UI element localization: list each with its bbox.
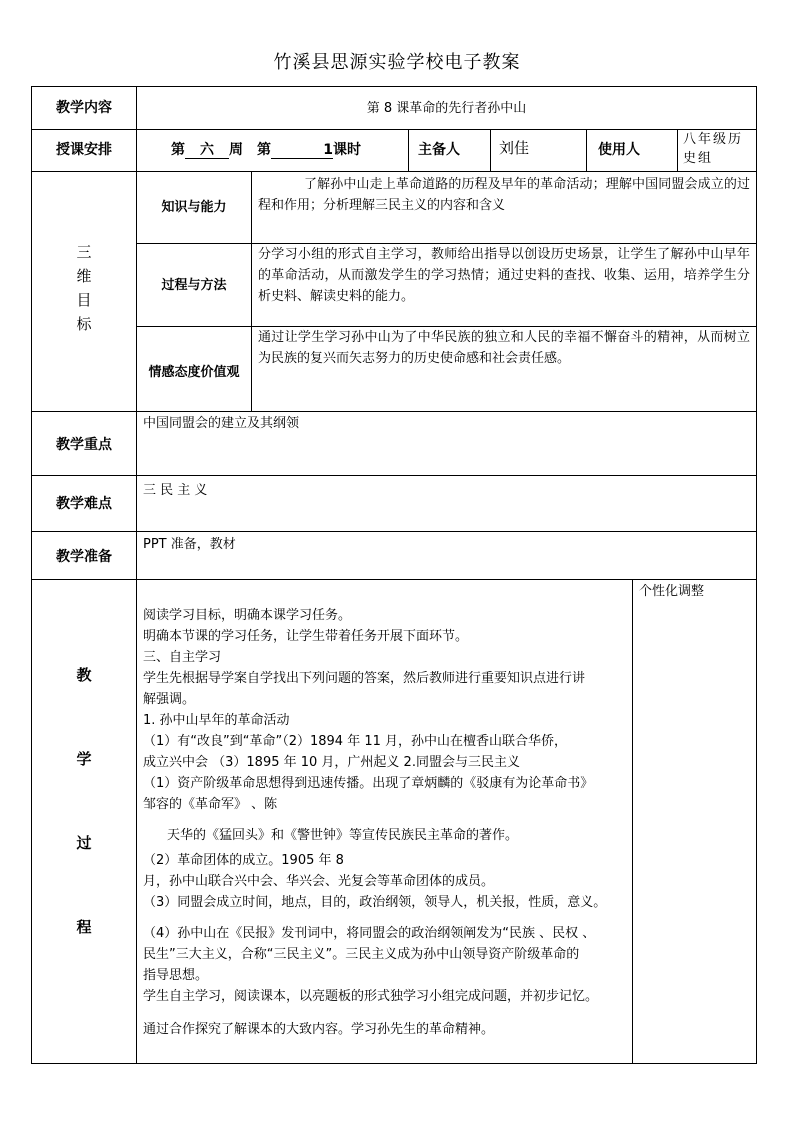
objective-attitude-label: 情感态度价值观: [148, 365, 240, 380]
week-value: 六: [185, 142, 229, 159]
process-line: 阅读学习目标，明确本课学习任务。: [143, 608, 352, 623]
process-label: [32, 665, 136, 938]
process-line: （2）革命团体的成立。1905 年 8: [143, 853, 344, 868]
process-line: 解强调。: [143, 692, 196, 707]
objective-process-text: 分学习小组的形式自主学习，教师给出指导以创设历史场景，让学生了解孙中山早年的革命活动，从而激发学生的学习热情；通过史料的查找、收集、运用，培养学生分析史料、解读史料的能力。: [258, 247, 750, 304]
prep-label: 教学准备: [56, 549, 112, 565]
process-line: 1. 孙中山早年的革命活动: [143, 713, 290, 728]
process-line: （1）有“改良”到“革命”（2）1894 年 11 月，孙中山在檀香山联合华侨，: [143, 734, 568, 749]
process-char-3: 过: [76, 834, 92, 852]
week-prefix: 第: [171, 142, 185, 158]
personal-adjust-label: 个性化调整: [639, 584, 705, 599]
prep-value: PPT 准备，教材: [143, 537, 236, 552]
period-value: 1: [271, 142, 333, 159]
schedule-cell: [137, 130, 408, 171]
difficulty-label: 教学难点: [56, 496, 112, 512]
objective-attitude-text: 通过让学生学习孙中山为了中华民族的独立和人民的幸福不懈奋斗的精神，从而树立为民族的复兴而矢志努力的历史使命感和社会责任感。: [258, 330, 750, 366]
process-line: （4）孙中山在《民报》发刊词中，将同盟会的政治纲领阐发为“民族 、民权 、: [143, 926, 596, 941]
preparer-label: 主备人: [418, 142, 460, 158]
objective-knowledge-label: 知识与能力: [161, 200, 227, 215]
focus-value: 中国同盟会的建立及其纲领: [143, 416, 300, 431]
page-title: 竹溪县思源实验学校电子教案: [273, 52, 521, 73]
process-line: 月，孙中山联合兴中会、华兴会、光复会等革命团体的成员。: [143, 874, 495, 889]
process-line: 学生先根据导学案自学找出下列问题的答案，然后教师进行重要知识点进行讲: [143, 671, 586, 686]
process-line: 三、自主学习: [143, 650, 222, 665]
process-char-4: 程: [76, 918, 92, 936]
process-content: [137, 580, 632, 1063]
objective-process-label: 过程与方法: [161, 277, 227, 293]
difficulty-value: 三 民 主 义: [143, 483, 208, 498]
user-label: 使用人: [598, 142, 640, 158]
content-value: 第 8 课革命的先行者孙中山: [366, 100, 527, 116]
objectives-char-2: 维: [76, 267, 92, 285]
process-line: 天华的《猛回头》和《警世钟》等宣传民族民主革命的著作。: [167, 828, 519, 843]
period-prefix: 第: [257, 142, 271, 158]
schedule-label: 授课安排: [56, 142, 112, 158]
week-suffix: 周: [229, 142, 243, 158]
process-line: 明确本节课的学习任务，让学生带着任务开展下面环节。: [143, 629, 469, 644]
preparer-value: 刘佳: [499, 139, 530, 157]
process-line: 民生”三大主义，合称“三民主义”。三民主义成为孙中山领导资产阶级革命的: [143, 947, 580, 962]
process-line: 成立兴中会 （3）1895 年 10 月，广州起义 2.同盟会与三民主义: [143, 755, 520, 770]
objective-knowledge-text: 了解孙中山走上革命道路的历程及早年的革命活动；理解中国同盟会成立的过程和作用；分析理解三民主义的内容和含义: [258, 177, 750, 213]
period-suffix: 课时: [333, 142, 361, 158]
process-line: 邹容的《革命军》 、陈: [143, 797, 278, 812]
process-line: 学生自主学习，阅读课本，以亮题板的形式独学习小组完成问题，并初步记忆。: [143, 989, 599, 1004]
process-char-1: 教: [76, 666, 92, 684]
process-char-2: 学: [76, 750, 92, 768]
objectives-char-1: 三: [76, 243, 92, 261]
process-line: 指导思想。: [143, 968, 209, 983]
objectives-char-4: 标: [76, 315, 92, 333]
process-line: （1）资产阶级革命思想得到迅速传播。出现了章炳麟的《驳康有为论革命书》: [143, 776, 594, 791]
process-line: 通过合作探究了解课本的大致内容。学习孙先生的革命精神。: [143, 1022, 495, 1037]
process-line: （3）同盟会成立时间，地点，目的，政治纲领，领导人，机关报，性质，意义。: [143, 895, 607, 910]
focus-label: 教学重点: [56, 437, 112, 453]
objectives-label: [32, 240, 136, 336]
objectives-char-3: 目: [76, 291, 92, 309]
content-label: 教学内容: [56, 99, 112, 116]
user-value: 八年级历史组: [683, 132, 744, 166]
